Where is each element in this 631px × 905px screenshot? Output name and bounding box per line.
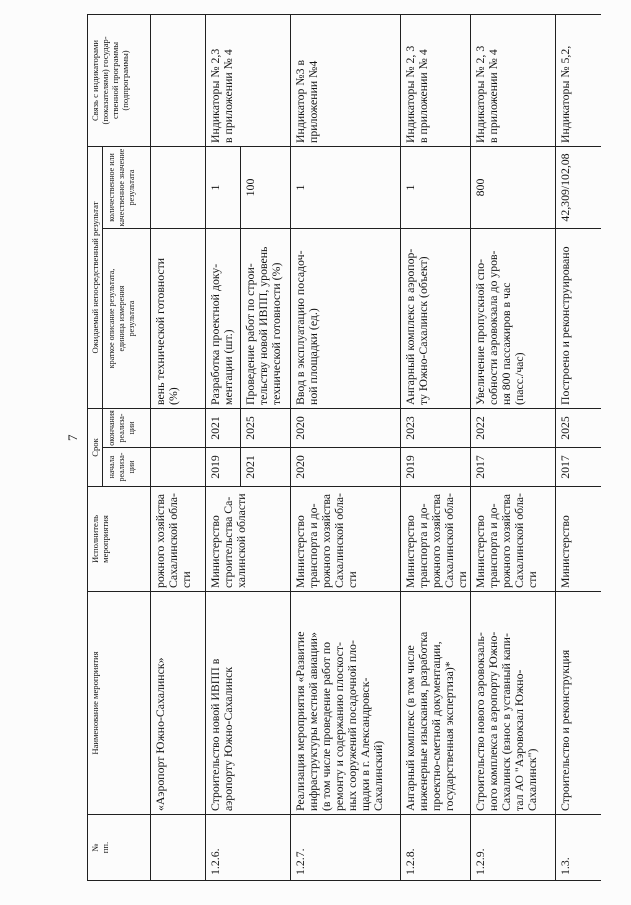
cell-term-start (151, 448, 206, 487)
cell-result-brief: вень технической готовности (%) (151, 228, 206, 408)
cell-name: Строительство и реконструкция (556, 592, 601, 815)
cell-term-end: 2025 (556, 408, 601, 447)
cell-term-start: 2019 (206, 448, 241, 487)
cell-name: Строительство новой ИВПП в аэропорту Южно-Сахалинск (206, 592, 291, 815)
cell-result-brief: Построено и реконструировано (556, 228, 601, 408)
cell-result-value: 800 (471, 146, 556, 228)
cell-num: 1.2.9. (471, 815, 556, 881)
cell-name: «Аэропорт Южно-Сахалинск» (151, 592, 206, 815)
header-indicator-link: Связь с индикаторами (показателями) государ- ственной программы (подпрограммы) (88, 14, 151, 146)
header-result-brief: краткое описание результата, единица измерения результата (103, 228, 151, 408)
cell-term-start: 2019 (401, 448, 471, 487)
cell-result-brief: Увеличение пропускной спо- собности аэровокзала до уров- ня 800 пассажиров в час (пасс./час) (471, 228, 556, 408)
header-executor: Исполнитель мероприятия (88, 487, 151, 592)
cell-num: 1.2.6. (206, 815, 291, 881)
cell-indicator-link: Индикаторы № 2, 3 в приложении № 4 (401, 14, 471, 146)
table-row (291, 14, 401, 880)
cell-term-end: 2023 (401, 408, 471, 447)
cell-term-end: 2021 (206, 408, 241, 447)
cell-executor: Министерство (556, 487, 601, 592)
page-number: 7 (65, 434, 80, 441)
cell-executor: Министерство транспорта и до- рожного хозяйства Сахалинской обла- сти (471, 487, 556, 592)
cell-result-value: 100 (241, 146, 291, 228)
header-result-value: количественное или качественное значение результата (103, 146, 151, 228)
table-row (151, 14, 206, 880)
header-term-end: окончания реализа- ции (103, 408, 151, 447)
cell-term-start: 2017 (556, 448, 601, 487)
table-row (206, 14, 241, 880)
header-num: № пп. (88, 815, 151, 881)
cell-indicator-link (151, 14, 206, 146)
cell-executor: рожного хозяйства Сахалинской обла- сти (151, 487, 206, 592)
cell-result-brief: Разработка проектной доку- ментации (шт.) (206, 228, 241, 408)
table-body (151, 14, 601, 880)
cell-result-value: 1 (206, 146, 241, 228)
cell-term-start: 2021 (241, 448, 291, 487)
header-row (88, 14, 103, 880)
cell-result-value: 42,309/102,08 (556, 146, 601, 228)
cell-result-value (151, 146, 206, 228)
cell-term-start: 2020 (291, 448, 401, 487)
cell-result-value: 1 (401, 146, 471, 228)
cell-term-end: 2022 (471, 408, 556, 447)
table-row (401, 14, 471, 880)
cell-term-end: 2025 (241, 408, 291, 447)
table-row (471, 14, 556, 880)
cell-name: Строительство нового аэровокзаль- ного комплекса в аэропорту Южно- Сахалинск (взнос в уставный капи- тал АО "Аэровокзал Южно- Сахалинск") (471, 592, 556, 815)
cell-name: Реализация мероприятия «Развитие инфраструктуры местной авиации» (в том числе проведение работ по ремонту и содержанию плоскост- ных сооружений посадочной пло- щадки в г. Александровск- Сахалинский) (291, 592, 401, 815)
cell-num: 1.2.7. (291, 815, 401, 881)
cell-term-end: 2020 (291, 408, 401, 447)
header-term: Срок (88, 408, 103, 486)
cell-indicator-link: Индикаторы № 5,2, (556, 14, 601, 146)
cell-term-start: 2017 (471, 448, 556, 487)
header-name: Наименование мероприятия (88, 592, 151, 815)
header-term-start: начала реализа- ции (103, 448, 151, 487)
cell-indicator-link: Индикаторы № 2,3 в приложении № 4 (206, 14, 291, 146)
cell-result-brief: Проведение работ по строи- тельству новой ИВПП, уровень технической готовности (%) (241, 228, 291, 408)
cell-indicator-link: Индикатор №3 в приложении №4 (291, 14, 401, 146)
cell-num: 1.2.8. (401, 815, 471, 881)
cell-executor: Министерство транспорта и до- рожного хозяйства Сахалинской обла- сти (401, 487, 471, 592)
cell-result-brief: Ввод в эксплуатацию посадоч- ной площадки (ед.) (291, 228, 401, 408)
cell-indicator-link: Индикаторы № 2, 3 в приложении № 4 (471, 14, 556, 146)
table-row (556, 14, 601, 880)
table-header (88, 14, 151, 880)
cell-term-end (151, 408, 206, 447)
cell-executor: Министерство строительства Са- халинской области (206, 487, 291, 592)
cell-name: Ангарный комплекс (в том числе инженерные изыскания, разработка проектно-сметной документации, государственная экспертиза)* (401, 592, 471, 815)
cell-result-value: 1 (291, 146, 401, 228)
cell-result-brief: Ангарный комплекс в аэропор- ту Южно-Сахалинск (объект) (401, 228, 471, 408)
program-measures-table (87, 14, 601, 881)
cell-num (151, 815, 206, 881)
cell-executor: Министерство транспорта и до- рожного хозяйства Сахалинской обла- сти (291, 487, 401, 592)
header-result: Ожидаемый непосредственный результат (88, 146, 103, 408)
cell-num: 1.3. (556, 815, 601, 881)
